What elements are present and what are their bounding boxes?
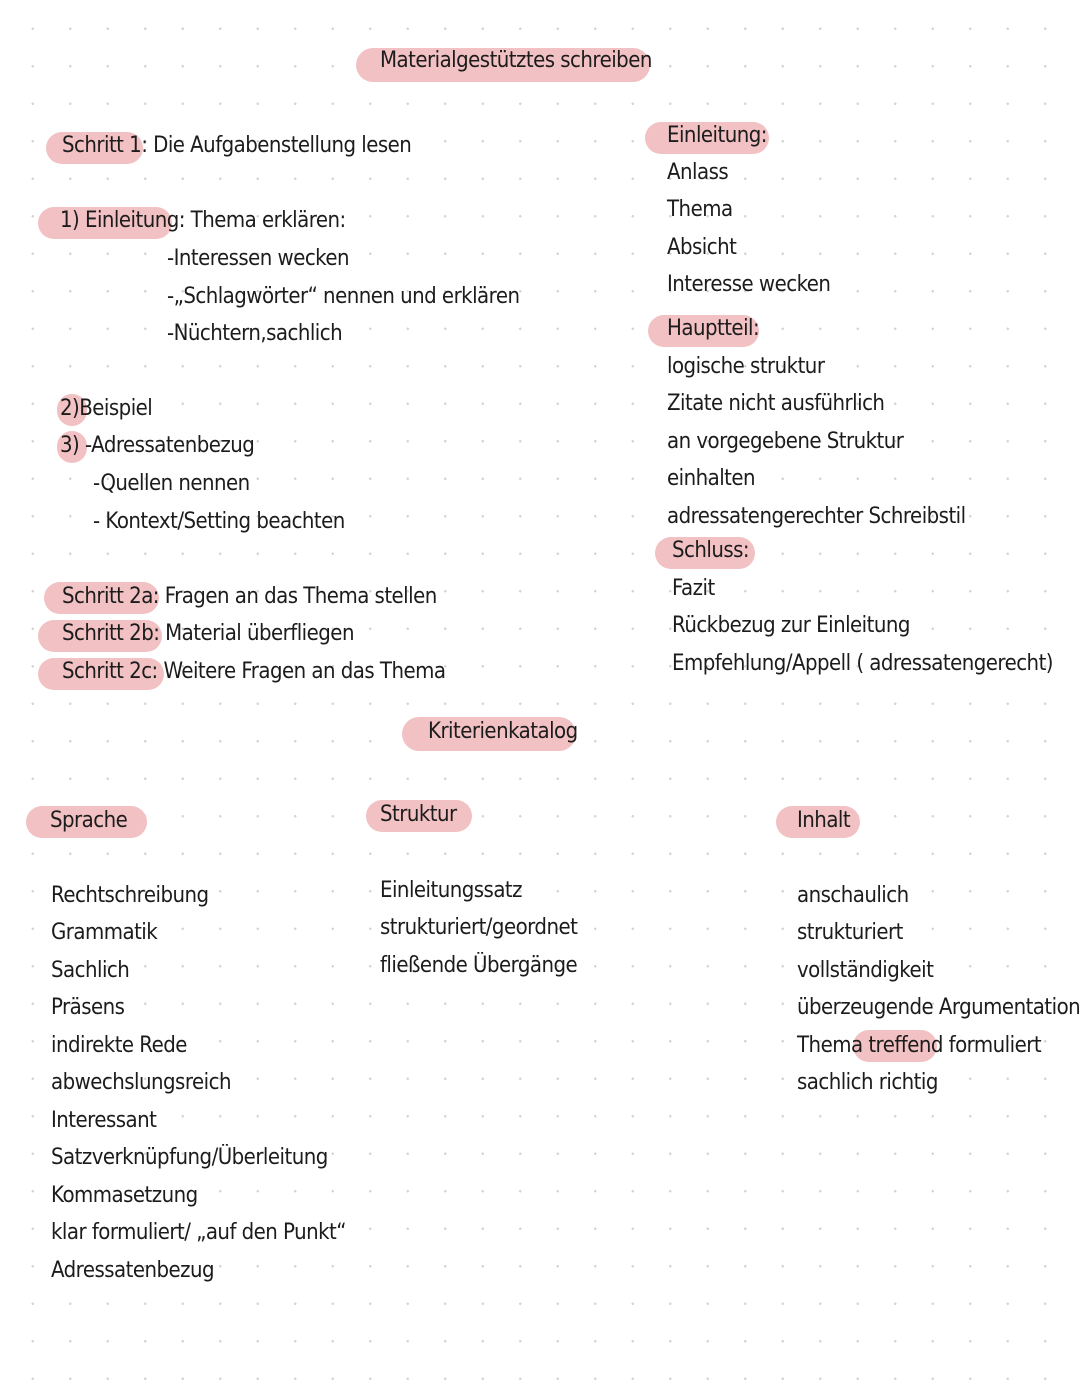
schluss-label: Schluss: (672, 538, 750, 563)
step2c-text: Weitere Fragen an das Thema (163, 659, 446, 684)
step2b-line (62, 619, 354, 649)
hauptteil-item: logische struktur (667, 354, 825, 379)
schluss-item: Fazit (672, 576, 715, 601)
inhalt-item: überzeugende Argumentation (797, 995, 1080, 1020)
einleitung-item: Interesse wecken (667, 272, 831, 297)
hauptteil-item: adressatengerechter Schreibstil (667, 504, 966, 529)
struktur-item: strukturiert/geordnet (380, 915, 578, 940)
einleitung-item: Thema (667, 197, 733, 222)
step2b-label: Schritt 2b: (62, 621, 160, 646)
inhalt-item: vollständigkeit (797, 958, 934, 983)
item3-text: -Adressatenbezug (85, 433, 255, 458)
inhalt-item: anschaulich (797, 883, 909, 908)
inhalt-thema-pre: Thema (797, 1033, 863, 1058)
sprache-item: Adressatenbezug (51, 1258, 215, 1283)
step2a-text: Fragen an das Thema stellen (164, 584, 437, 609)
item2-num: 2) (60, 396, 80, 421)
schluss-item: Empfehlung/Appell ( adressatengerecht) (672, 651, 1053, 676)
intro-bullet: -„Schlagwörter“ nennen und erklären (167, 284, 520, 309)
step2c-line (62, 657, 445, 687)
step1-text: Die Aufgabenstellung lesen (153, 133, 412, 158)
sprache-item: Sachlich (51, 958, 130, 983)
inhalt-thema-line (797, 1031, 1041, 1061)
intro-bullet: -Nüchtern,sachlich (167, 321, 343, 346)
catalog-title: Kriterienkatalog (428, 719, 578, 744)
hauptteil-item: Zitate nicht ausführlich (667, 391, 885, 416)
step2c-label: Schritt 2c: (62, 659, 158, 684)
sprache-item: Kommasetzung (51, 1183, 198, 1208)
step1-label: Schritt 1: (62, 133, 148, 158)
item3-line (60, 431, 254, 461)
sprache-item: abwechslungsreich (51, 1070, 231, 1095)
einleitung-label: Einleitung: (667, 123, 767, 148)
item3-num: 3) (60, 433, 80, 458)
step1-line (62, 131, 411, 161)
inhalt-item: strukturiert (797, 920, 903, 945)
sprache-item: Satzverknüpfung/Überleitung (51, 1145, 328, 1170)
struktur-item: Einleitungssatz (380, 878, 523, 903)
schluss-item: Rückbezug zur Einleitung (672, 613, 910, 638)
hauptteil-item: an vorgegebene Struktur (667, 429, 904, 454)
step2b-text: Material überfliegen (165, 621, 354, 646)
inhalt-label: Inhalt (797, 808, 851, 833)
sprache-item: klar formuliert/ „auf den Punkt“ (51, 1220, 347, 1245)
intro-bullet: -Interessen wecken (167, 246, 350, 271)
inhalt-thema-post: formuliert (948, 1033, 1042, 1058)
item2-line (60, 394, 152, 424)
sprache-item: Grammatik (51, 920, 158, 945)
sprache-item: indirekte Rede (51, 1033, 187, 1058)
sprache-item: Präsens (51, 995, 125, 1020)
struktur-item: fließende Übergänge (380, 953, 578, 978)
inhalt-item: sachlich richtig (797, 1070, 938, 1095)
sprache-item: Interessant (51, 1108, 157, 1133)
hauptteil-item: einhalten (667, 466, 756, 491)
einleitung-item: Absicht (667, 235, 737, 260)
sprache-label: Sprache (50, 808, 128, 833)
page-title: Materialgestütztes schreiben (380, 48, 652, 73)
step2a-line (62, 582, 437, 612)
item2-text: Beispiel (79, 396, 153, 421)
inhalt-thema-mark: treffend (868, 1033, 943, 1058)
step2a-label: Schritt 2a: (62, 584, 159, 609)
einleitung-item: Anlass (667, 160, 729, 185)
intro-label: 1) Einleitung: (60, 208, 185, 233)
intro-text: Thema erklären: (190, 208, 346, 233)
intro-line (60, 206, 346, 236)
struktur-label: Struktur (380, 802, 457, 827)
item3-bullet: -Quellen nennen (93, 471, 250, 496)
hauptteil-label: Hauptteil: (667, 316, 760, 341)
sprache-item: Rechtschreibung (51, 883, 209, 908)
item3-bullet: - Kontext/Setting beachten (93, 509, 345, 534)
